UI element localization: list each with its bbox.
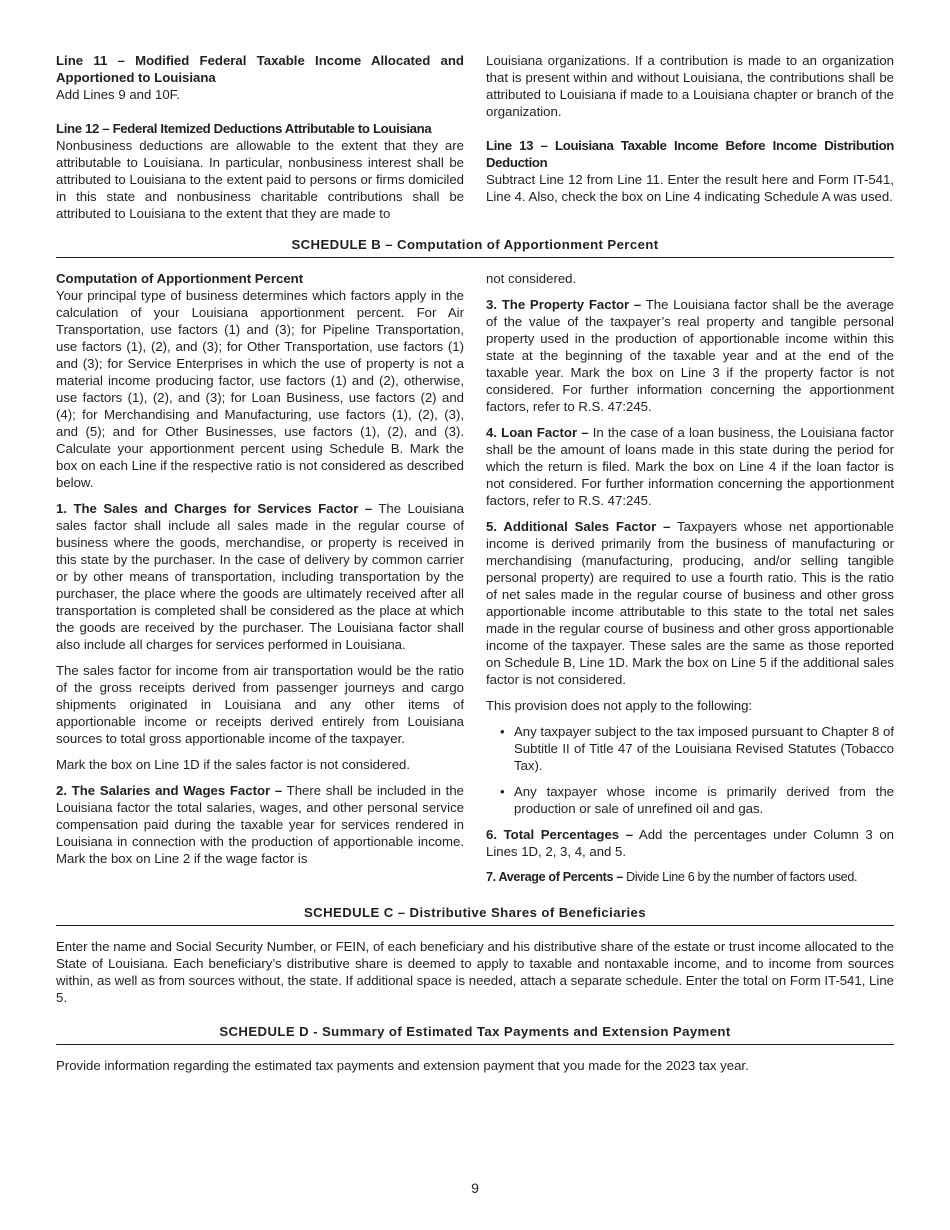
factor3-title: 3. The Property Factor – [486, 297, 642, 312]
list-item [486, 783, 894, 817]
factor2-text-a: There shall be included in the Louisiana factor the total salaries, wages, and other personal service compensation paid during the taxable year for services rendered in Louisiana in connection with the production of apportionable income. Mark the box on Line 2 if the wage factor is [56, 783, 464, 866]
schedule-b-body [56, 270, 894, 886]
top-right-column [486, 52, 894, 222]
line11-text: Add Lines 9 and 10F. [56, 87, 180, 102]
top-left-column [56, 52, 464, 222]
list-item [486, 723, 894, 774]
page-number: 9 [471, 1180, 479, 1196]
factor4-paragraph [486, 424, 894, 509]
factor1-text: The Louisiana sales factor shall include all sales made in the regular course of business where the goods, merchandise, or property is received in this state by the purchaser. In the case of delivery by common carrier or by other means of transportation, including transportation by the purchaser, the place where the goods are ultimately received after all transportation is completed shall be considered as the place at which the goods are received by the purchaser. The Louisiana factor shall also include all charges for services performed in Louisiana. [56, 501, 464, 652]
factor3-paragraph [486, 296, 894, 415]
line12-title: Line 12 – Federal Itemized Deductions Attributable to Louisiana [56, 121, 432, 136]
line11-title: Line 11 – Modified Federal Taxable Income Allocated and Apportioned to Louisiana [56, 53, 464, 85]
factor1-mark-text: Mark the box on Line 1D if the sales factor is not considered. [56, 757, 411, 772]
top-section [56, 52, 894, 222]
computation-title: Computation of Apportionment Percent [56, 271, 304, 286]
computation-text: Your principal type of business determines which factors apply in the calculation of your Louisiana apportionment percent. For Air Transportation, use factors (1) and (3); for Pipeline Transportation, use factors (1), (2), and (3); for Other Transportation, use factors (1) and (3); for Service Enterprises in which the use of property is not a material income producing factor, use factors (1) and (2), otherwise, use factors (1), (2), and (3); for Loan Business, use factors (2) and (4); for Merchandising and Manufacturing, use factors (1), (2), (3), and (5); and for Other Businesses, use factors (1), (2), and (3). Calculate your apportionment percent using Schedule B. Mark the box on each Line if the respective ratio is not considered as described below. [56, 288, 464, 490]
factor2-paragraph [56, 782, 464, 867]
schedule-c-text: Enter the name and Social Security Number, or FEIN, of each beneficiary and his distributive share of the estate or trust income allocated to the State of Louisiana. Each beneficiary’s distributive share is deemed to apply to taxable and nontaxable income, and to income from sources within, as well as from sources without, the state. If additional space is needed, attach a separate schedule. Enter the total on Form IT-541, Line 5. [56, 939, 894, 1005]
bullet-text: Any taxpayer whose income is primarily derived from the production or sale of unrefined oil and gas. [514, 784, 894, 816]
line13-text: Subtract Line 12 from Line 11. Enter the result here and Form IT-541, Line 4. Also, check the box on Line 4 indicating Schedule A was used. [486, 172, 894, 204]
factor4-text: In the case of a loan business, the Louisiana factor shall be the amount of loans made in this state during the period for which the return is filed. Mark the box on Line 4 if the loan factor is not considered. For further information concerning the apportionment factors, refer to R.S. 47:245. [486, 425, 894, 508]
factor7-text: Divide Line 6 by the number of factors used. [622, 870, 858, 884]
line13-title: Line 13 – Louisiana Taxable Income Before Income Distribution Deduction [486, 138, 894, 170]
bullet-icon: • [500, 724, 505, 739]
provision-text: This provision does not apply to the following: [486, 698, 753, 713]
factor5-text: Taxpayers whose net apportionable income is derived primarily from the business of manufacturing or merchandising (manufacturing, producing, and/or selling tangible personal property) are required to use a fourth ratio. This is the ratio of net sales made in the regular course of business and other gross apportionable income attributable to this state to the total net sales made in the regular course of business and other gross apportionable income of the taxpayer. These sales are the same as those reported on Schedule B, Line 1D. Mark the box on Line 5 if the additional sales factor is not considered. [486, 519, 894, 687]
factor6-title: 6. Total Percentages – [486, 827, 634, 842]
factor6-text: Add the percentages under Column 3 on Lines 1D, 2, 3, 4, and 5. [486, 827, 894, 859]
factor1-title: 1. The Sales and Charges for Services Factor – [56, 501, 373, 516]
schedule-b-left-column [56, 270, 464, 886]
factor3-text: The Louisiana factor shall be the average of the value of the taxpayer’s real property and tangible personal property used in the production of apportionable income within this state at the beginning of the taxable year and at the end of the taxable year. Mark the box on Line 3 if the property factor is not considered. For further information concerning the apportionment factors, refer to R.S. 47:245. [486, 297, 894, 414]
factor5-paragraph [486, 518, 894, 688]
factor4-title: 4. Loan Factor – [486, 425, 589, 440]
provision-list [486, 723, 894, 817]
factor1-air-text: The sales factor for income from air transportation would be the ratio of the gross receipts derived from passenger journeys and cargo shipments originated in Louisiana and any other items of apportionable income or receipts derived entirely from Louisiana sources to total gross apportionable income of the taxpayer. [56, 663, 464, 746]
factor5-title: 5. Additional Sales Factor – [486, 519, 671, 534]
line12-text-a: Nonbusiness deductions are allowable to the extent that they are attributable to Louisiana. In particular, nonbusiness interest shall be attributed to Louisiana to the extent paid to persons or firms domiciled in this state and nonbusiness charitable contributions shall be attributed to Louisiana to the extent that they are made to [56, 138, 464, 221]
factor2-title: 2. The Salaries and Wages Factor – [56, 783, 283, 798]
bullet-icon: • [500, 784, 505, 799]
factor7-title: 7. Average of Percents – [486, 870, 623, 884]
schedule-b-title: SCHEDULE B – Computation of Apportionment Percent [56, 236, 894, 258]
line12-text-b: Louisiana organizations. If a contribution is made to an organization that is present within and without Louisiana, the contributions shall be attributed to Louisiana if made to a Louisiana chapter or branch of the organization. [486, 53, 894, 119]
schedule-b-right-column [486, 270, 894, 886]
schedule-d-text: Provide information regarding the estimated tax payments and extension payment that you made for the 2023 tax year. [56, 1058, 749, 1073]
schedule-c-title: SCHEDULE C – Distributive Shares of Beneficiaries [56, 904, 894, 926]
factor1-paragraph [56, 500, 464, 653]
factor6-paragraph [486, 826, 894, 860]
factor2-text-b: not considered. [486, 271, 577, 286]
schedule-d-title: SCHEDULE D - Summary of Estimated Tax Payments and Extension Payment [56, 1023, 894, 1045]
document-page [56, 52, 894, 1074]
factor7-paragraph [486, 869, 894, 886]
bullet-text: Any taxpayer subject to the tax imposed pursuant to Chapter 8 of Subtitle II of Title 47 of the Louisiana Revised Statutes (Tobacco Tax). [514, 724, 894, 773]
